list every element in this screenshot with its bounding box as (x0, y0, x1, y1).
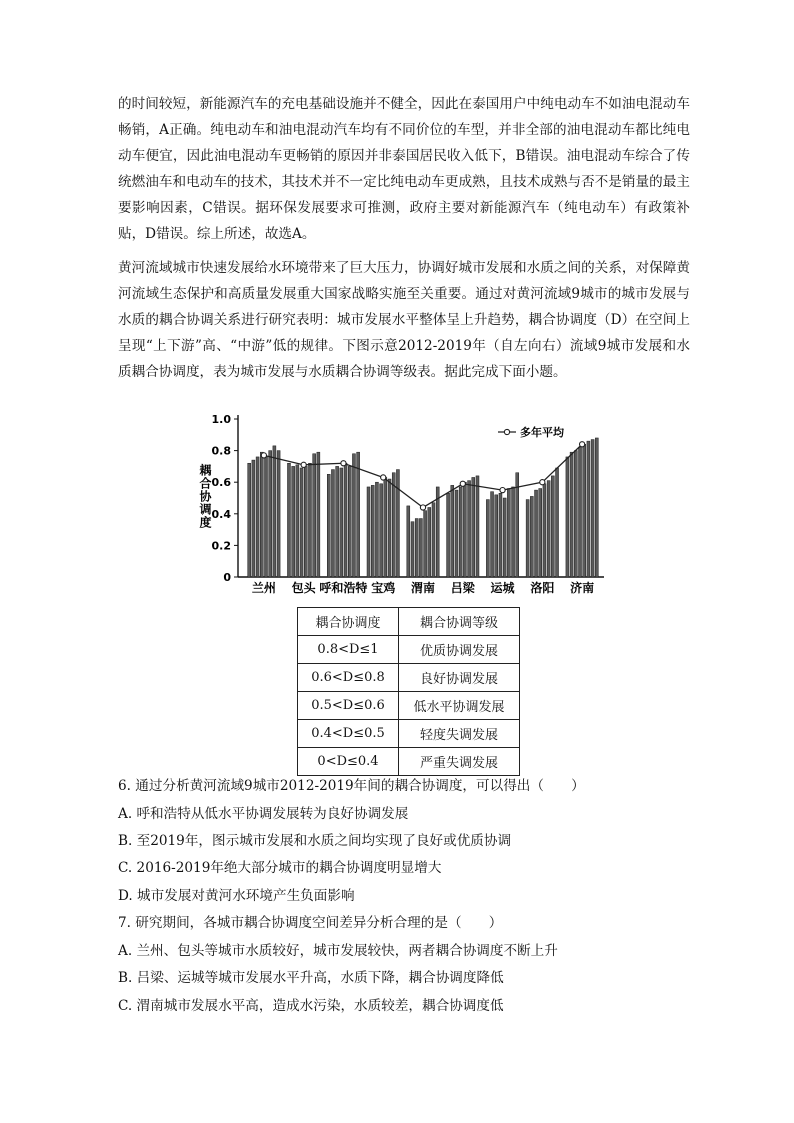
question-6-option-a: A. 呼和浩特从低水平协调发展转为良好协调发展 (118, 806, 409, 822)
x-tick-label: 洛阳 (530, 581, 555, 595)
table-row (298, 748, 520, 776)
bar (407, 506, 410, 577)
average-marker (341, 461, 346, 466)
bar (459, 487, 462, 577)
bar (486, 500, 489, 577)
table-cell: 0.5<D≤0.6 (298, 692, 399, 720)
bar (491, 492, 494, 577)
bar (252, 460, 255, 577)
bar (308, 463, 311, 577)
x-tick-label: 宝鸡 (371, 581, 396, 595)
bar (503, 498, 506, 577)
bar (468, 481, 471, 577)
table-cell: 低水平协调发展 (399, 692, 520, 720)
x-tick-label: 运城 (490, 581, 515, 595)
bar (436, 487, 439, 577)
bar (336, 466, 339, 577)
x-tick-label: 济南 (570, 581, 595, 595)
question-7-option-b: B. 吕梁、运城等城市发展水平升高，水质下降，耦合协调度降低 (118, 970, 504, 986)
bar (447, 493, 450, 577)
bar (579, 447, 582, 577)
y-tick-label: 0.6 (211, 476, 231, 490)
average-marker (460, 481, 465, 486)
bar (273, 446, 276, 577)
bar (432, 503, 435, 577)
bar (595, 438, 598, 577)
bar (516, 473, 519, 577)
average-marker (261, 453, 266, 458)
coupling-coordination-bar-chart (196, 406, 612, 602)
bar (277, 451, 280, 577)
y-tick-label: 0 (223, 571, 231, 584)
question-7-option-a: A. 兰州、包头等城市水质较好，城市发展较快，两者耦合协调度不断上升 (118, 943, 558, 959)
bar (591, 440, 594, 577)
bar (547, 481, 550, 577)
bar (304, 466, 307, 577)
table-cell: 0.8<D≤1 (298, 636, 399, 664)
bar (292, 466, 295, 577)
bar (367, 487, 370, 577)
table-header-cell: 耦合协调等级 (399, 608, 520, 636)
bar (248, 463, 251, 577)
table-row (298, 692, 520, 720)
y-tick-label: 1.0 (211, 413, 231, 426)
bar (388, 479, 391, 577)
bar (583, 444, 586, 577)
bar (352, 454, 355, 577)
bar (411, 522, 414, 577)
bar (296, 465, 299, 577)
bar (530, 496, 533, 577)
bar (556, 468, 559, 577)
bar (384, 477, 387, 577)
bar (539, 489, 542, 577)
bar (551, 476, 554, 577)
bar (264, 457, 267, 577)
bar (455, 490, 458, 577)
bar (526, 500, 529, 577)
table-row (298, 636, 520, 664)
bar (419, 519, 422, 577)
average-marker (301, 462, 306, 467)
table-header-cell: 耦合协调度 (298, 608, 399, 636)
average-marker (381, 475, 386, 480)
x-tick-label: 兰州 (251, 581, 276, 595)
x-tick-label: 包头 (291, 581, 316, 595)
x-tick-label: 吕梁 (450, 581, 475, 595)
table-row (298, 664, 520, 692)
x-tick-label: 渭南 (410, 581, 436, 595)
bar (424, 511, 427, 577)
bar (472, 477, 475, 577)
bar (300, 468, 303, 577)
table-cell: 0.4<D≤0.5 (298, 720, 399, 748)
average-marker (500, 488, 505, 493)
answer-explanation-paragraph: 的时间较短，新能源汽车的充电基础设施并不健全，因此在泰国用户中纯电动车不如油电混动车畅销，A正确。纯电动车和油电混动汽车均有不同价位的车型，并非全部的油电混动车都比纯电动车便宜，因此油电混动车更畅销的原因并非泰国居民收入低下，B错误。油电混动车综合了传统燃油车和电动车的技术，其技术并不一定比纯电动车更成熟，且技术成熟与否不是销量的最主要影响因素，C错误。据环保发展要求可推测，政府主要对新能源汽车（纯电动车）有政策补贴，D错误。综上所述，故选A。 (118, 96, 690, 242)
bar (543, 484, 546, 577)
table-cell: 轻度失调发展 (399, 720, 520, 748)
bar (415, 519, 418, 577)
bar (287, 463, 290, 577)
bar (396, 470, 399, 577)
table-cell: 优质协调发展 (399, 636, 520, 664)
bar (260, 452, 263, 577)
question-7-stem: 7. 研究期间，各城市耦合协调度空间差异分析合理的是（ ） (118, 915, 503, 931)
bar (428, 507, 431, 577)
legend-marker (504, 429, 509, 434)
y-tick-label: 0.8 (211, 444, 231, 458)
table-cell: 0.6<D≤0.8 (298, 664, 399, 692)
legend-label: 多年平均 (520, 426, 564, 439)
bar (499, 493, 502, 577)
bar (535, 490, 538, 577)
bar (566, 457, 569, 577)
coupling-grade-table (297, 607, 520, 776)
bar (317, 452, 320, 577)
question-7-option-c: C. 渭南城市发展水平高，造成水污染，水质较差，耦合协调度低 (118, 998, 504, 1014)
bar (495, 495, 498, 577)
bar (340, 468, 343, 577)
bar (574, 451, 577, 577)
bar (269, 451, 272, 577)
y-axis-label: 耦合协调度 (198, 464, 212, 529)
bar (371, 485, 374, 577)
average-marker (540, 480, 545, 485)
bar (327, 474, 330, 577)
bar (380, 484, 383, 577)
question-6-option-c: C. 2016-2019年绝大部分城市的耦合协调度明显增大 (118, 860, 442, 876)
question-6-option-d: D. 城市发展对黄河水环境产生负面影响 (118, 888, 355, 904)
bar (451, 485, 454, 577)
y-tick-label: 0.4 (211, 507, 231, 521)
question-intro-paragraph: 黄河流域城市快速发展给水环境带来了巨大压力，协调好城市发展和水质之间的关系，对保障黄河流域生态保护和高质量发展重大国家战略实施至关重要。通过对黄河流域9城市的城市发展与水质的耦合协调关系进行研究表明：城市发展水平整体呈上升趋势，耦合协调度（D）在空间上呈现“上下游”高、“中游”低的规律。下图示意2012-2019年（自左向右）流域9城市发展和水质耦合协调度，表为城市发展与水质耦合协调等级表。据此完成下面小题。 (118, 260, 690, 380)
bar (313, 454, 316, 577)
bar (344, 463, 347, 577)
table-cell: 良好协调发展 (399, 664, 520, 692)
question-6-option-b: B. 至2019年，图示城市发展和水质之间均实现了良好或优质协调 (118, 833, 512, 849)
table-cell: 严重失调发展 (399, 748, 520, 776)
bar (512, 487, 515, 577)
bar (587, 441, 590, 577)
bar (375, 482, 378, 577)
bar (348, 466, 351, 577)
bar (331, 470, 334, 577)
bar (392, 473, 395, 577)
table-row (298, 720, 520, 748)
x-tick-label: 呼和浩特 (319, 581, 368, 595)
question-6-stem: 6. 通过分析黄河流域9城市2012-2019年间的耦合协调度，可以得出（ ） (118, 778, 585, 794)
bar (476, 476, 479, 577)
bar (507, 489, 510, 577)
average-marker (580, 442, 585, 447)
bar (256, 457, 259, 577)
table-header-row (298, 608, 520, 636)
bar (463, 482, 466, 577)
average-marker (420, 505, 425, 510)
table-cell: 0<D≤0.4 (298, 748, 399, 776)
y-tick-label: 0.2 (211, 539, 231, 553)
bar (357, 452, 360, 577)
bar (570, 452, 573, 577)
